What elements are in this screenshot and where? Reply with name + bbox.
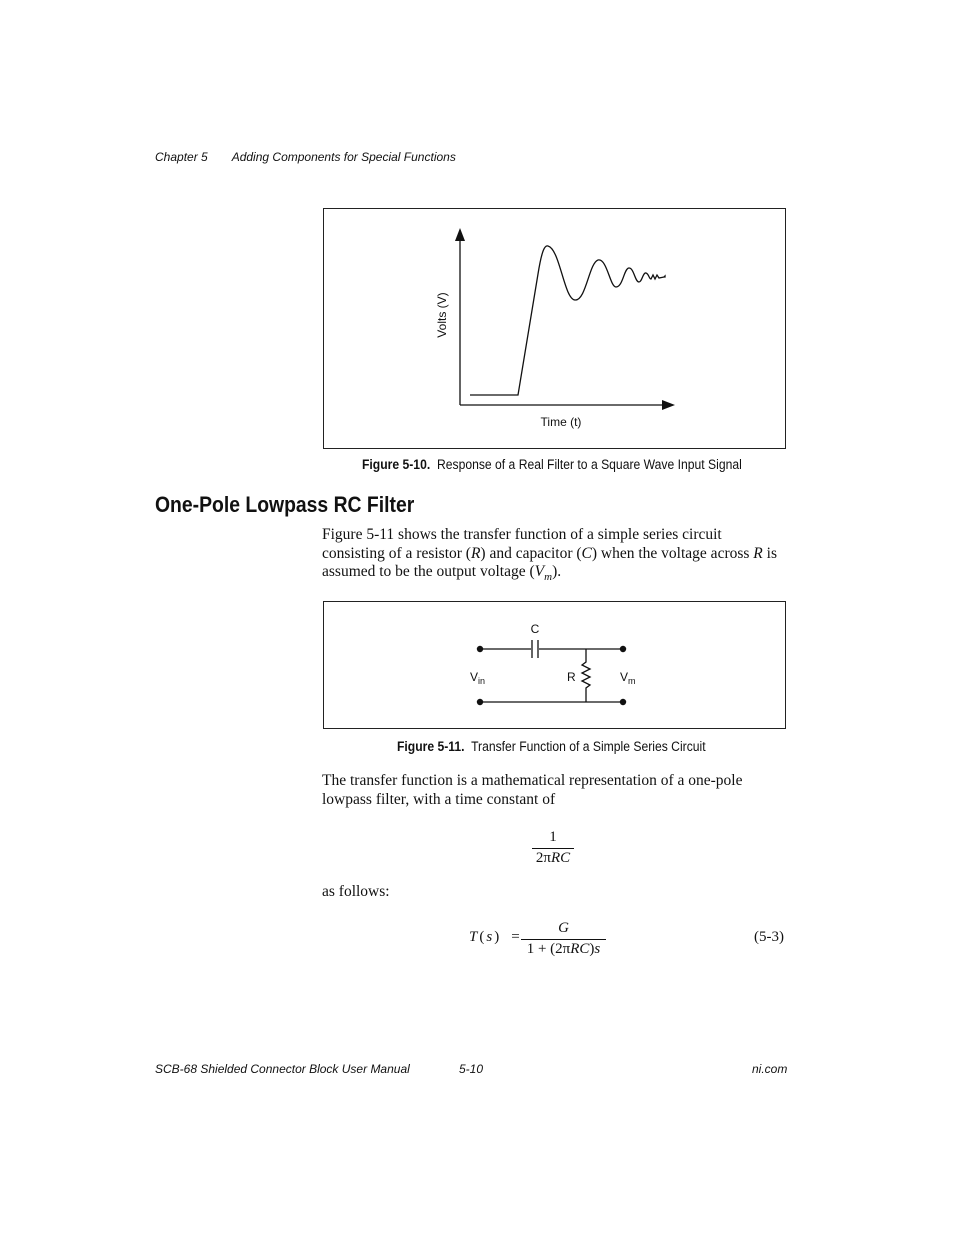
output-voltage-subscript: m [544,571,553,584]
fraction-bar [532,848,574,849]
figure-5-11-frame [323,601,786,729]
chapter-number: Chapter 5 [155,150,208,164]
resistor-symbol: R [753,544,763,562]
figure-5-10-caption-label: Figure 5-10. [362,457,431,472]
equation-number: (5-3) [754,929,784,945]
x-axis-label: Time (t) [540,415,582,429]
footer-page-number: 5-10 [459,1062,484,1076]
equation-fraction-bar [521,939,606,940]
capacitor-label: C [530,622,540,636]
figure-5-11-caption-text: Transfer Function of a Simple Series Circuit [471,739,706,754]
y-axis-label: Volts (V) [435,292,449,338]
running-header [155,150,456,164]
section-title: One-Pole Lowpass RC Filter [155,492,415,517]
rc-circuit-diagram [324,602,787,730]
footer-website: ni.com [752,1062,788,1076]
intro-paragraph: Figure 5-11 shows the transfer function of a simple series circuit consisting of a resistor (R) and capacitor (C) when the voltage across R is assumed to be the output voltage $(V_m)$. [322,526,777,584]
filter-response-graph [324,209,787,450]
equation-numerator: G [558,920,569,936]
vin-bottom-terminal [477,699,483,705]
resistor-zigzag [582,649,590,702]
response-curve [470,246,665,395]
equation-lhs: T ( s ) = [469,929,520,945]
time-constant-fraction [532,829,574,867]
output-voltage-symbol: V [534,563,545,581]
figure-5-10-caption [362,457,742,472]
resistor-symbol: R [470,544,481,562]
capacitor-symbol: C [581,544,592,562]
figure-5-11-caption [397,739,706,754]
equation-denominator: 1 + (2πRC)s [526,941,601,957]
resistor-label: R [567,670,576,684]
x-axis-arrowhead [662,400,675,410]
figure-5-10-caption-text: Response of a Real Filter to a Square Wave Input Signal [436,457,742,472]
footer-manual-title: SCB-68 Shielded Connector Block User Manual [155,1062,410,1076]
as-follows-text: as follows: [322,883,390,900]
transfer-function-paragraph: The transfer function is a mathematical representation of a one-pole lowpass filter, with a time constant of [322,772,743,808]
time-constant-numerator: 1 [549,829,557,845]
vm-top-terminal [620,646,626,652]
figure-5-10-frame [323,208,786,449]
y-axis-arrowhead [455,228,465,241]
vin-label: $V_{in}$ [470,670,486,686]
chapter-title: Adding Components for Special Functions [231,150,456,164]
figure-5-11-caption-label: Figure 5-11. [397,739,465,754]
vm-bottom-terminal [620,699,626,705]
time-constant-denominator: 2πRC [535,850,571,866]
vm-label: $V_m$ [620,670,636,686]
vin-top-terminal [477,646,483,652]
equation-fraction [521,920,606,958]
